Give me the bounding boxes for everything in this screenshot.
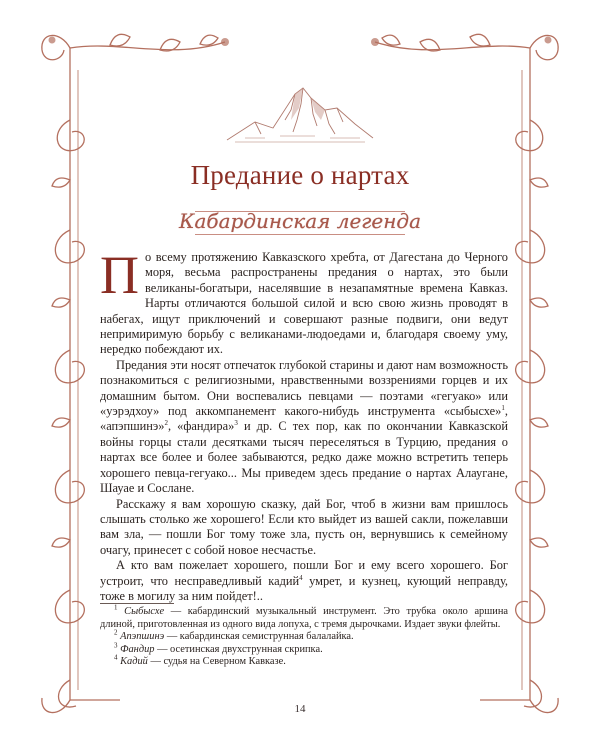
chapter-subtitle: Кабардинская легенда (178, 209, 422, 233)
page-number: 14 (294, 703, 306, 715)
footnote-mark[interactable]: 3 (234, 419, 238, 428)
drop-cap: П (100, 245, 139, 305)
paragraph-4: А кто вам пожелает хорошего, пошли Бог и ему всего хорошего. Бог устроит, что несправедливый кадий$^4$ умрет, и кузнец, кующий неправду, тоже в могилу за ним пойдет!.. (100, 558, 508, 603)
footnote-mark[interactable]: 2 (164, 419, 168, 428)
footnote-mark[interactable]: 4 (299, 573, 303, 582)
footnote-1: $^1$ Сыбысхе — кабардинский музыкальный инструмент. Это трубка около аршина длиной, приготовленная из одного вида лопуха, с тремя дырочками. Издает звуки флейты. (100, 603, 508, 630)
mountain-illustration-icon (225, 80, 375, 148)
paragraph-1: По всему протяжению Кавказского хребта, от Дагестана до Черного моря, весьма распространены предания о нартах, это были великаны-богатыри, населявшие в незапамятные времена Кавказ. Нарты отличаются большой силой и всю свою жизнь проводят в набегах, ищут приключений и совершают разные подвиги, они ведут непримиримую борьбу с великанами-людоедами и, благодаря своему уму, нередко побеждают их. (100, 245, 508, 357)
footnotes (100, 603, 508, 669)
footnote-divider (100, 603, 174, 604)
paragraph-2: Предания эти носят отпечаток глубокой старины и дают нам возможность познакомиться с религиозными, нравственными воззрениями горцев и их домашним бытом. Они воспевались певцами — поэтами «гегуако» или «уэрэдхоу» под аккомпанемент какого-нибудь инструмента «сыбысхе»$^1$, «апэпшинэ»$^2$, «фандира»$^3$ и др. С тех пор, как по окончании Кавказской войны горцы стали десятками тысяч переселяться в Турцию, предания о нартах все более и более забываются, редко даже можно встретить теперь хорошего певца-гегуако... Мы приведем здесь предание о нартах Алаугане, Шауае и Сослане. (100, 357, 508, 496)
footnote-3: $^3$ Фандир — осетинская двухструнная скрипка. (114, 641, 323, 655)
footnote-2: $^2$ Апэпшинэ — кабардинская семиструнная балалайка. (114, 628, 354, 643)
footnote-mark[interactable]: 1 (501, 403, 505, 412)
main-text (100, 245, 508, 604)
chapter-title: Предание о нартах (190, 160, 410, 190)
paragraph-3: Расскажу я вам хорошую сказку, дай Бог, чтоб в жизни вам пришлось слышать столько же хорошего! Если кто выйдет из вашей сакли, пожелавши вам зла, — пошли Бог тому тоже зла, пусть он, вернувшись к семейному очагу, принесет с собой новое несчастье. (100, 496, 508, 557)
footnote-4: $^4$ Кадий — судья на Северном Кавказе. (114, 653, 286, 668)
